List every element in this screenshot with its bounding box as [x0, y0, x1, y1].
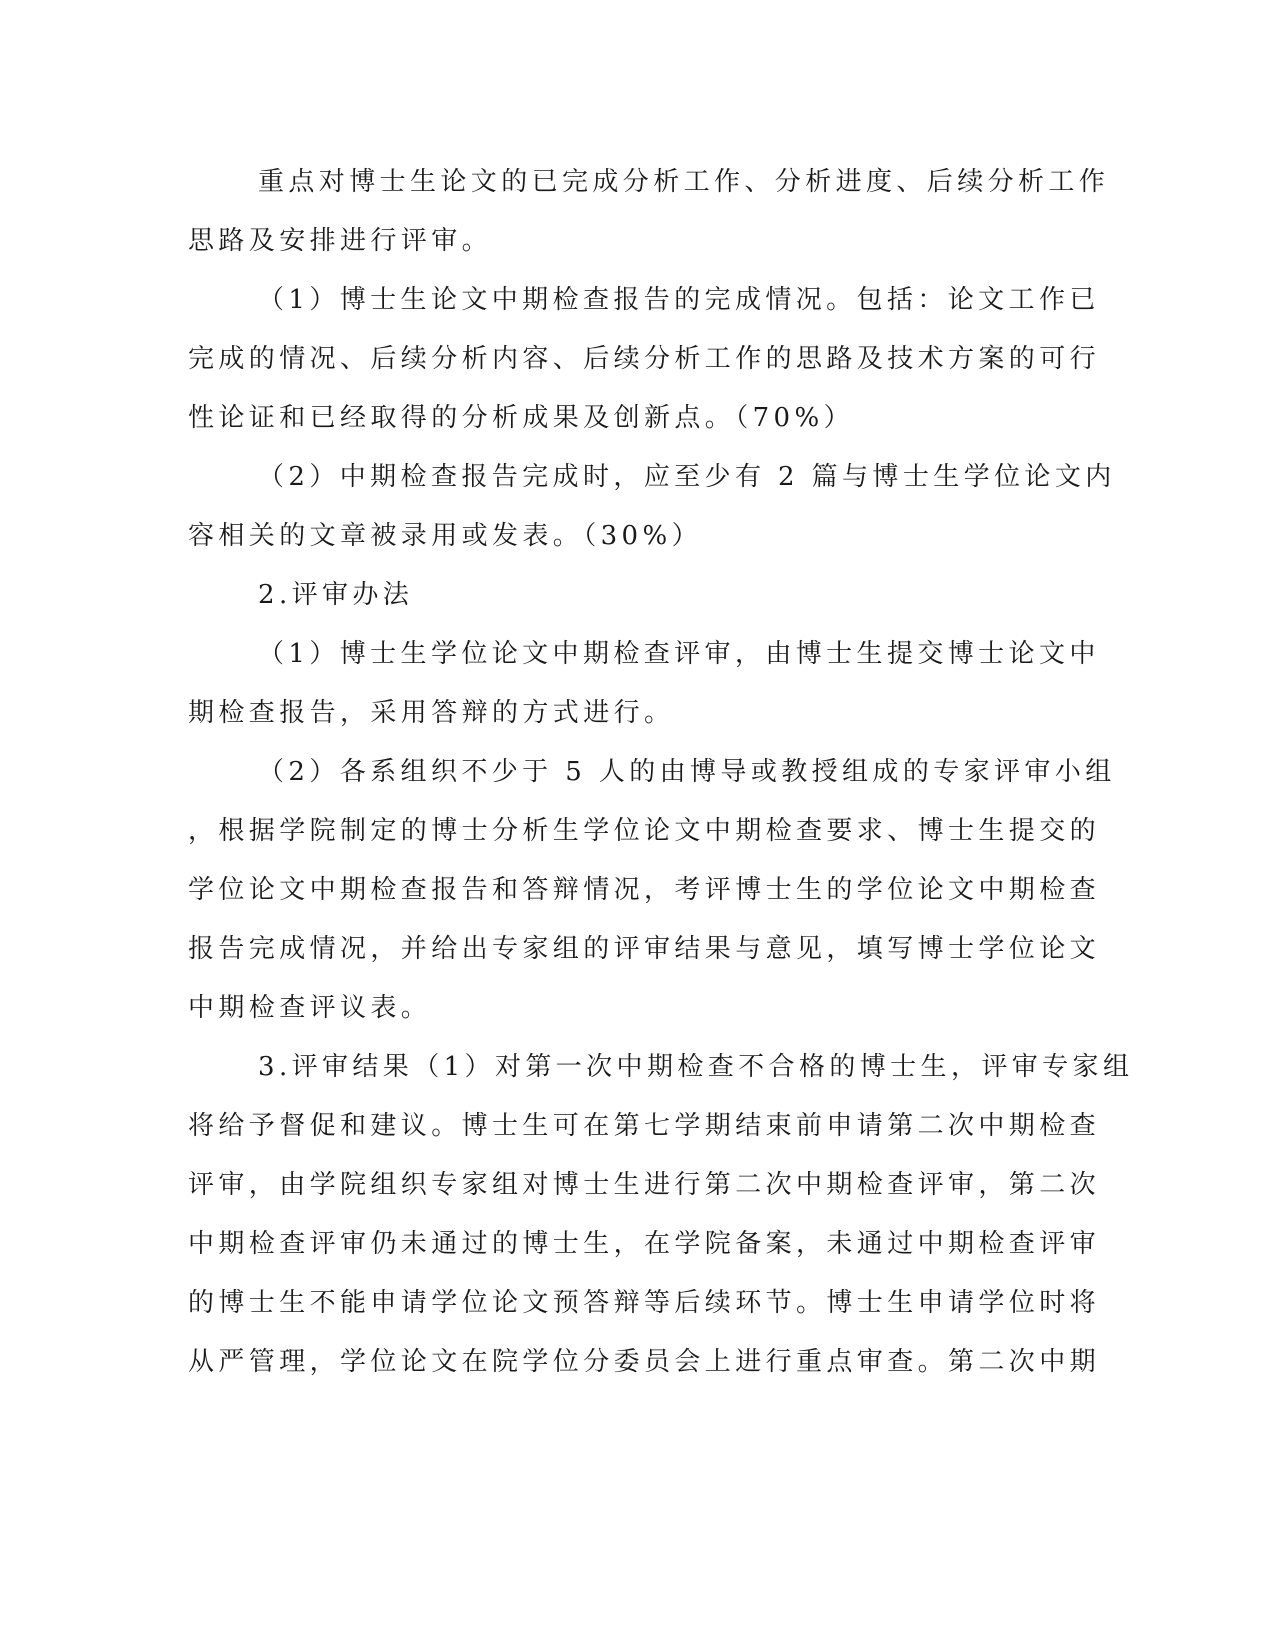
text-line-2: 思路及安排进行评审。 — [188, 226, 493, 256]
text-line-21: 从严管理，学位论文在院学位分委员会上进行重点审查。第二次中期 — [188, 1347, 1101, 1377]
text-line-7: 容相关的文章被录用或发表。（30%） — [188, 521, 702, 551]
text-line-4: 完成的情况、后续分析内容、后续分析工作的思路及技术方案的可行 — [188, 344, 1101, 374]
section-heading-review-result: 3.评审结果（1）对第一次中期检查不合格的博士生，评审专家组 — [258, 1052, 1134, 1082]
text-line-14: 报告完成情况，并给出专家组的评审结果与意见，填写博士学位论文 — [188, 934, 1101, 964]
text-line-1: 重点对博士生论文的已完成分析工作、分析进度、后续分析工作 — [258, 167, 1110, 197]
text-line-11: （2）各系组织不少于 5 人的由博导或教授组成的专家评审小组 — [258, 757, 1116, 787]
text-line-10: 期检查报告，采用答辩的方式进行。 — [188, 698, 675, 728]
text-line-12: ，根据学院制定的博士分析生学位论文中期检查要求、博士生提交的 — [188, 816, 1101, 846]
text-line-9: （1）博士生学位论文中期检查评审，由博士生提交博士论文中 — [258, 639, 1100, 669]
text-line-5: 性论证和已经取得的分析成果及创新点。（70%） — [188, 403, 854, 433]
text-line-15: 中期检查评议表。 — [188, 993, 432, 1023]
text-line-6: （2）中期检查报告完成时，应至少有 2 篇与博士生学位论文内 — [258, 462, 1116, 492]
text-line-20: 的博士生不能申请学位论文预答辩等后续环节。博士生申请学位时将 — [188, 1288, 1101, 1318]
text-line-17: 将给予督促和建议。博士生可在第七学期结束前申请第二次中期检查 — [188, 1111, 1101, 1141]
text-line-19: 中期检查评审仍未通过的博士生，在学院备案，未通过中期检查评审 — [188, 1229, 1101, 1259]
text-line-13: 学位论文中期检查报告和答辩情况，考评博士生的学位论文中期检查 — [188, 875, 1101, 905]
text-line-18: 评审，由学院组织专家组对博士生进行第二次中期检查评审，第二次 — [188, 1170, 1101, 1200]
section-heading-review-method: 2.评审办法 — [258, 580, 414, 610]
text-line-3: （1）博士生论文中期检查报告的完成情况。包括：论文工作已 — [258, 285, 1100, 315]
